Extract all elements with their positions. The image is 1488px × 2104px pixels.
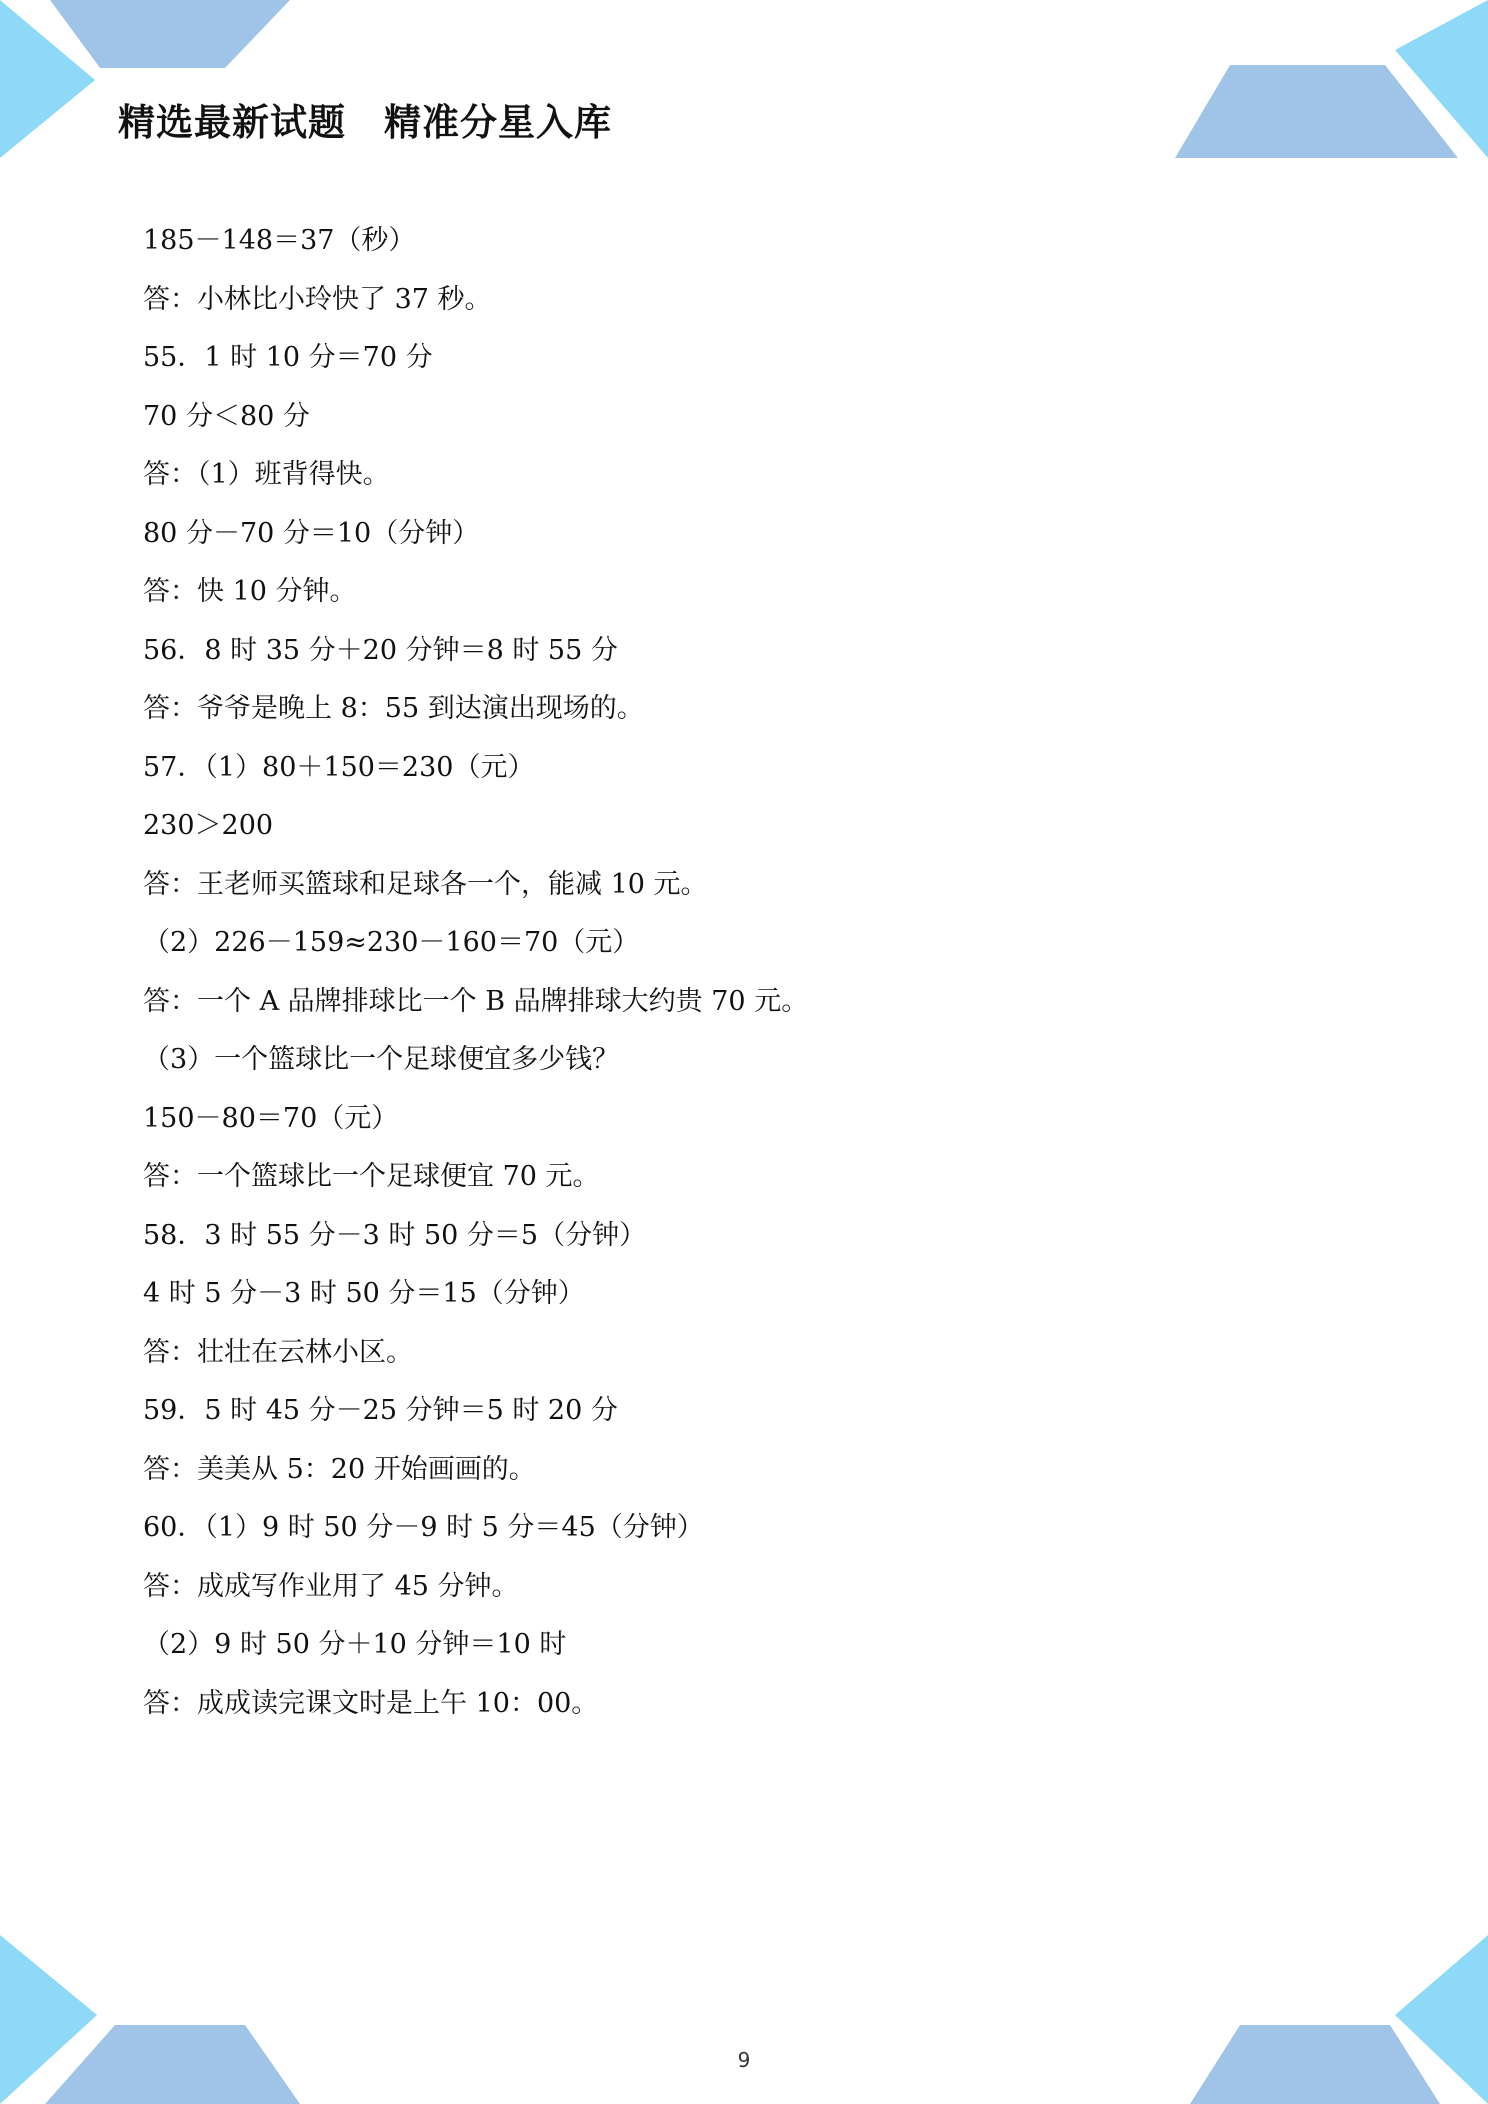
answer-content: [143, 221, 1383, 1742]
text-line: 58．3 时 55 分－3 时 50 分＝5（分钟）: [143, 1219, 647, 1251]
text-line: 230＞200: [143, 810, 274, 841]
text-line: 答：快 10 分钟。: [143, 576, 357, 607]
text-line: （2）9 时 50 分＋10 分钟＝10 时: [143, 1629, 567, 1660]
text-line: 答：成成读完课文时是上午 10：00。: [143, 1687, 599, 1719]
text-line: 59．5 时 45 分－25 分钟＝5 时 20 分: [143, 1395, 618, 1426]
text-line: 60．（1）9 时 50 分－9 时 5 分＝45（分钟）: [143, 1512, 704, 1543]
header-title: 精选最新试题 精准分星入库: [118, 101, 612, 144]
text-line: （2）226－159≈230－160＝70（元）: [143, 927, 640, 958]
text-line: 答：壮壮在云林小区。: [143, 1336, 413, 1368]
text-line: 56．8 时 35 分＋20 分钟＝8 时 55 分: [143, 634, 618, 666]
text-line: 答：王老师买篮球和足球各一个，能减 10 元。: [143, 868, 708, 900]
text-line: 4 时 5 分－3 时 50 分＝15（分钟）: [143, 1278, 585, 1309]
text-line: 185－148＝37（秒）: [143, 225, 416, 256]
text-line: 答：小林比小玲快了 37 秒。: [143, 283, 492, 315]
text-line: 55．1 时 10 分＝70 分: [143, 342, 433, 373]
bottom-right-light-triangle: [1395, 1935, 1488, 2104]
top-left-blue-trapezoid: [50, 0, 290, 68]
top-left-light-triangle: [0, 0, 95, 158]
text-line: 答：美美从 5：20 开始画画的。: [143, 1453, 536, 1485]
top-right-blue-trapezoid: [1175, 65, 1458, 158]
text-line: 答：成成写作业用了 45 分钟。: [143, 1570, 519, 1602]
text-line: 答：爷爷是晚上 8：55 到达演出现场的。: [143, 693, 644, 724]
text-line: 57．（1）80＋150＝230（元）: [143, 751, 535, 783]
bottom-left-light-triangle: [0, 1935, 97, 2104]
text-line: 答：一个篮球比一个足球便宜 70 元。: [143, 1161, 600, 1192]
text-line: 70 分＜80 分: [143, 400, 310, 432]
text-line: 150－80＝70（元）: [143, 1102, 399, 1134]
top-right-light-triangle: [1395, 0, 1488, 158]
text-line: 答：（1）班背得快。: [143, 459, 390, 490]
text-line: （3）一个篮球比一个足球便宜多少钱？: [143, 1044, 620, 1075]
text-line: 答：一个 A 品牌排球比一个 B 品牌排球大约贵 70 元。: [143, 985, 809, 1017]
text-line: 80 分－70 分＝10（分钟）: [143, 517, 480, 549]
page-number: 9: [737, 2048, 751, 2072]
